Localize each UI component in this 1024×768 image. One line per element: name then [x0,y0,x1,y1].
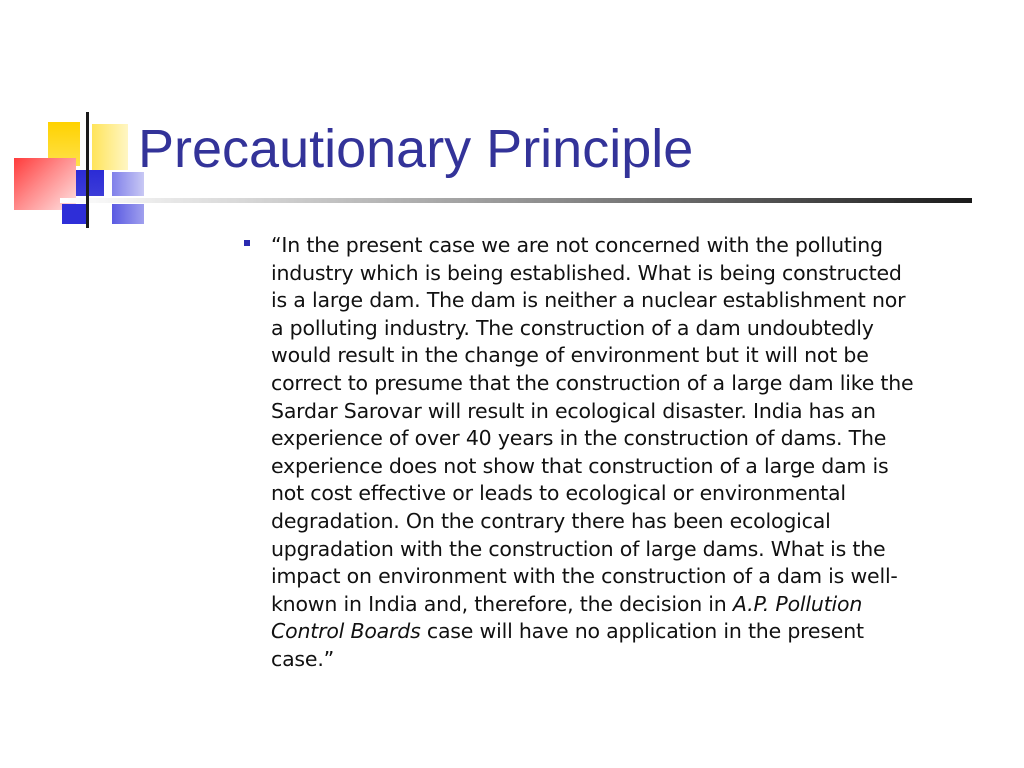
bullet-square-icon [244,240,250,246]
quote-text-part-2: case will have no application in the present case.” [271,619,864,671]
quote-text-part-1: “In the present case we are not concerned with the polluting industry which is being established. What is being constructed is a large dam. The dam is neither a nuclear establishment nor a polluting industry. The construction of a dam undoubtedly would result in the change of environment but it will not be correct to presume that the construction of a large dam like the Sardar Sarovar will result in ecological disaster. India has an experience of over 40 years in the construction of dams. The experience does not show that construction of a large dam is not cost effective or leads to ecological or environmental degradation. On the contrary there has been ecological upgradation with the construction of large dams. What is the impact on environment with the construction of a dam is well- known in India and, therefore, the decision in [271,233,914,616]
decorative-vertical-line [86,112,89,228]
decorative-blue-square [76,170,104,196]
decorative-blue-square [62,204,88,224]
decorative-blue-square [112,204,144,224]
title-underline [60,198,972,203]
case-name: A.P. Pollution Control Boards [271,591,863,644]
decorative-yellow-square [92,124,128,170]
bullet-item [244,232,984,674]
slide-title: Precautionary Principle [138,119,694,179]
bullet-text [271,232,984,674]
